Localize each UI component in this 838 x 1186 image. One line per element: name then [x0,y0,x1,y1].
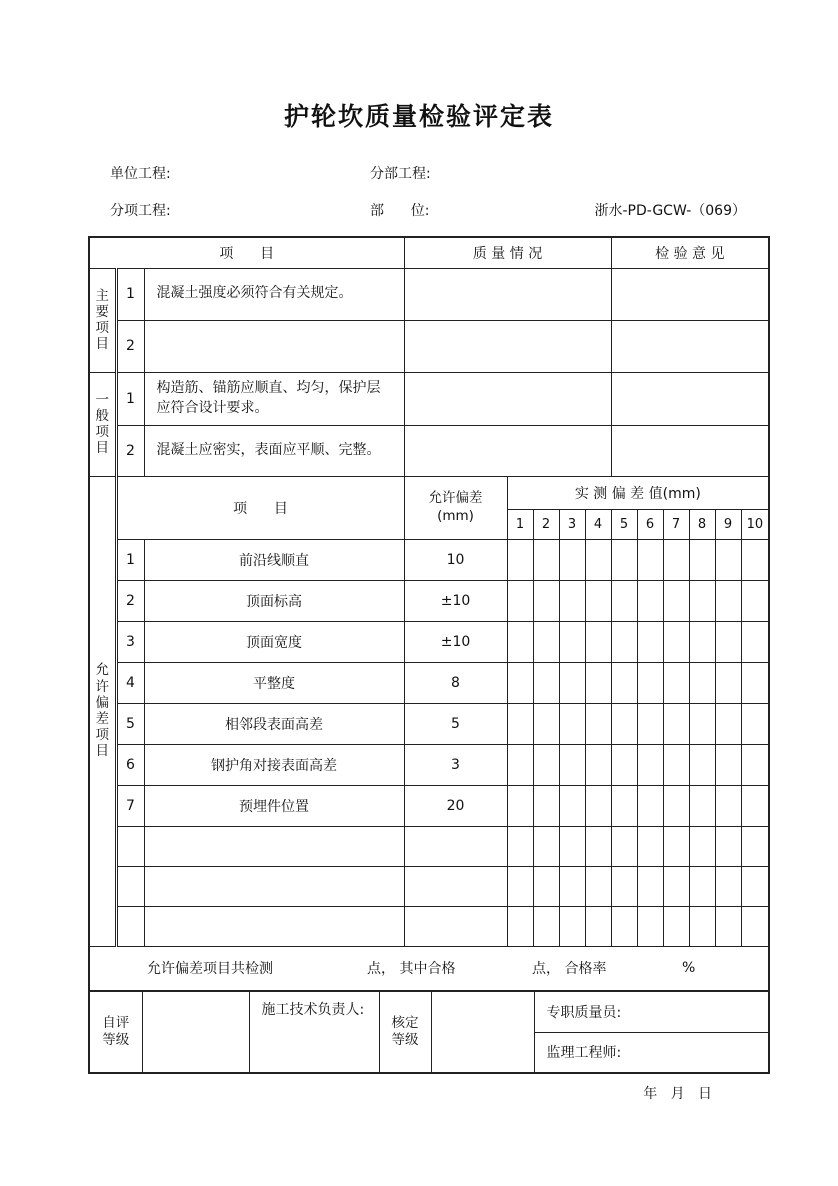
measured-cell[interactable] [559,539,585,580]
measured-cell[interactable] [637,580,663,621]
measured-cell[interactable] [741,785,769,826]
measured-cell[interactable] [611,539,637,580]
tolerance-value: 20 [404,785,507,826]
page-title: 护轮坎质量检验评定表 [283,102,554,131]
measured-cell[interactable] [559,826,585,866]
measured-cell[interactable] [637,866,663,906]
measured-cell[interactable] [559,703,585,744]
measured-cell[interactable] [637,906,663,946]
measured-col-header: 9 [715,509,741,539]
measured-cell[interactable] [689,539,715,580]
main-item-text: 混凝土强度必须符合有关规定。 [144,268,404,320]
measured-cell[interactable] [533,866,559,906]
measured-cell[interactable] [715,621,741,662]
summary-total-checked: 允许偏差项目共检测 [147,961,273,978]
measured-cell[interactable] [741,662,769,703]
measured-cell[interactable] [715,906,741,946]
inspection-table [88,236,770,992]
deviation-row-empty [89,906,769,946]
measured-cell[interactable] [741,744,769,785]
row-number: 2 [116,320,144,372]
measured-col-header: 10 [741,509,769,539]
deviation-row-empty [89,826,769,866]
field-location: 部 位: [370,203,430,219]
deviation-row [89,703,769,744]
measured-cell[interactable] [507,662,533,703]
measured-cell[interactable] [689,866,715,906]
measured-col-header: 2 [533,509,559,539]
measured-cell[interactable] [559,785,585,826]
measured-cell[interactable] [507,580,533,621]
measured-cell[interactable] [715,539,741,580]
tolerance-value: 3 [404,744,507,785]
measured-cell[interactable] [533,580,559,621]
measured-cell[interactable] [663,826,689,866]
signature-table [88,990,770,1074]
measured-cell[interactable] [663,621,689,662]
measured-cell[interactable] [741,826,769,866]
measured-col-header: 6 [637,509,663,539]
main-item-text[interactable] [144,320,404,372]
measured-cell[interactable] [559,866,585,906]
measured-cell[interactable] [611,662,637,703]
deviation-item: 平整度 [144,662,404,703]
measured-cell[interactable] [689,621,715,662]
header-quality-status: 质 量 情 况 [404,237,611,268]
deviation-row [89,662,769,703]
measured-cell[interactable] [663,906,689,946]
measured-cell[interactable] [741,621,769,662]
date-line: 年 月 日 [643,1086,712,1102]
field-row-1 [88,163,768,185]
summary-pass-rate: 点， 合格率 [532,961,607,978]
section-label-main-items: 主要项目 [89,268,116,372]
row-number: 5 [116,703,144,744]
measured-cell[interactable] [507,703,533,744]
measured-cell[interactable] [533,744,559,785]
tolerance-value[interactable] [404,866,507,906]
measured-cell[interactable] [637,539,663,580]
field-item-project: 分项工程: [110,203,171,219]
field-row-2 [88,200,768,222]
measured-cell[interactable] [663,785,689,826]
measured-cell[interactable] [715,744,741,785]
measured-cell[interactable] [533,539,559,580]
measured-cell[interactable] [741,703,769,744]
summary-cell [89,946,769,991]
deviation-row [89,580,769,621]
measured-col-header: 7 [663,509,689,539]
row-number: 1 [116,539,144,580]
measured-cell[interactable] [715,866,741,906]
section-label-general-items: 一般项目 [89,372,116,476]
measured-cell[interactable] [715,826,741,866]
deviation-item[interactable] [144,826,404,866]
deviation-row [89,744,769,785]
deviation-item: 前沿线顺直 [144,539,404,580]
row-number[interactable] [116,826,144,866]
measured-cell[interactable] [715,662,741,703]
measured-cell[interactable] [585,539,611,580]
deviation-item: 顶面标高 [144,580,404,621]
deviation-item: 相邻段表面高差 [144,703,404,744]
measured-cell[interactable] [663,703,689,744]
tolerance-value[interactable] [404,826,507,866]
measured-cell[interactable] [611,826,637,866]
tolerance-value: ±10 [404,580,507,621]
row-number: 4 [116,662,144,703]
row-number: 3 [116,621,144,662]
deviation-item: 预埋件位置 [144,785,404,826]
measured-cell[interactable] [689,580,715,621]
measured-cell[interactable] [559,621,585,662]
supervisor-label: 监理工程师: [534,1032,769,1073]
inspection-opinion-cell[interactable] [611,320,769,372]
measured-cell[interactable] [507,826,533,866]
measured-cell[interactable] [611,703,637,744]
deviation-row [89,785,769,826]
measured-cell[interactable] [585,785,611,826]
measured-cell[interactable] [507,621,533,662]
summary-percent-sign: % [682,960,696,977]
form-number: 浙水-PD-GCW-（069） [594,203,746,219]
measured-cell[interactable] [663,866,689,906]
deviation-header-measured: 实 测 偏 差 值(mm) [507,476,769,509]
deviation-item[interactable] [144,866,404,906]
quality-status-cell[interactable] [404,372,611,425]
measured-cell[interactable] [637,621,663,662]
measured-cell[interactable] [585,580,611,621]
header-inspection-opinion: 检 验 意 见 [611,237,769,268]
measured-cell[interactable] [533,826,559,866]
deviation-row [89,539,769,580]
inspection-opinion-cell[interactable] [611,425,769,476]
measured-cell[interactable] [715,703,741,744]
measured-cell[interactable] [663,539,689,580]
row-number: 1 [116,268,144,320]
general-item-row [89,425,769,476]
measured-cell[interactable] [611,744,637,785]
row-number: 6 [116,744,144,785]
measured-cell[interactable] [585,621,611,662]
section-label-deviation-items: 允许偏差项目 [89,476,116,946]
measured-cell[interactable] [611,621,637,662]
tolerance-value: 8 [404,662,507,703]
measured-cell[interactable] [741,866,769,906]
main-item-row [89,320,769,372]
measured-cell[interactable] [741,580,769,621]
measured-cell[interactable] [741,539,769,580]
measured-cell[interactable] [559,744,585,785]
deviation-row [89,621,769,662]
signature-row-1 [89,991,769,1032]
verified-grade-value-cell[interactable] [431,991,534,1073]
measured-cell[interactable] [507,539,533,580]
tolerance-value: ±10 [404,621,507,662]
measured-cell[interactable] [637,744,663,785]
measured-cell[interactable] [559,580,585,621]
row-number[interactable] [116,866,144,906]
measured-cell[interactable] [585,866,611,906]
measured-cell[interactable] [689,744,715,785]
verified-grade-label: 核定等级 [379,991,431,1073]
measured-cell[interactable] [741,906,769,946]
tolerance-value[interactable] [404,906,507,946]
measured-cell[interactable] [637,785,663,826]
row-number: 1 [116,372,144,425]
measured-col-header: 8 [689,509,715,539]
measured-cell[interactable] [637,703,663,744]
measured-col-header: 5 [611,509,637,539]
measured-cell[interactable] [507,866,533,906]
row-number: 2 [116,580,144,621]
inspection-opinion-cell[interactable] [611,268,769,320]
general-item-row [89,372,769,425]
row-number: 2 [116,425,144,476]
measured-cell[interactable] [611,580,637,621]
measured-cell[interactable] [533,906,559,946]
main-item-row [89,268,769,320]
quality-status-cell[interactable] [404,268,611,320]
measured-cell[interactable] [533,703,559,744]
deviation-header-item: 项 目 [116,476,404,539]
tolerance-value: 10 [404,539,507,580]
measured-cell[interactable] [585,744,611,785]
tech-head-label: 施工技术负责人: [249,991,379,1073]
measured-cell[interactable] [507,785,533,826]
measured-cell[interactable] [689,906,715,946]
measured-cell[interactable] [689,785,715,826]
measured-cell[interactable] [559,662,585,703]
summary-qualified: 点， 其中合格 [367,961,456,978]
deviation-item: 钢护角对接表面高差 [144,744,404,785]
measured-cell[interactable] [533,785,559,826]
measured-cell[interactable] [715,785,741,826]
measured-cell[interactable] [663,580,689,621]
deviation-header-row-1 [89,476,769,509]
measured-cell[interactable] [637,826,663,866]
summary-row [89,946,769,991]
measured-cell[interactable] [611,866,637,906]
quality-officer-label: 专职质量员: [534,991,769,1032]
deviation-item: 顶面宽度 [144,621,404,662]
summary-text [90,958,768,978]
row-number: 7 [116,785,144,826]
measured-col-header: 4 [585,509,611,539]
measured-cell[interactable] [663,744,689,785]
self-grade-value-cell[interactable] [142,991,249,1073]
measured-cell[interactable] [689,826,715,866]
measured-cell[interactable] [507,744,533,785]
deviation-header-tolerance: 允许偏差 (mm) [404,476,507,539]
measured-cell[interactable] [611,785,637,826]
measured-cell[interactable] [585,662,611,703]
measured-cell[interactable] [689,703,715,744]
measured-cell[interactable] [689,662,715,703]
header-item: 项 目 [89,237,404,268]
measured-cell[interactable] [559,906,585,946]
measured-cell[interactable] [533,662,559,703]
deviation-row-empty [89,866,769,906]
inspection-opinion-cell[interactable] [611,372,769,425]
measured-cell[interactable] [507,906,533,946]
measured-cell[interactable] [663,662,689,703]
row-number[interactable] [116,906,144,946]
measured-col-header: 3 [559,509,585,539]
field-unit-project: 单位工程: [110,166,171,182]
measured-cell[interactable] [533,621,559,662]
table-header-row [89,237,769,268]
general-item-text: 混凝土应密实，表面应平顺、完整。 [144,425,404,476]
field-division-project: 分部工程: [370,166,431,182]
quality-status-cell[interactable] [404,425,611,476]
deviation-item[interactable] [144,906,404,946]
measured-cell[interactable] [585,826,611,866]
measured-cell[interactable] [715,580,741,621]
quality-status-cell[interactable] [404,320,611,372]
measured-cell[interactable] [585,906,611,946]
measured-cell[interactable] [637,662,663,703]
self-grade-label: 自评等级 [89,991,142,1073]
general-item-text: 构造筋、锚筋应顺直、均匀，保护层应符合设计要求。 [144,372,404,425]
measured-cell[interactable] [585,703,611,744]
tolerance-value: 5 [404,703,507,744]
measured-col-header: 1 [507,509,533,539]
measured-cell[interactable] [611,906,637,946]
